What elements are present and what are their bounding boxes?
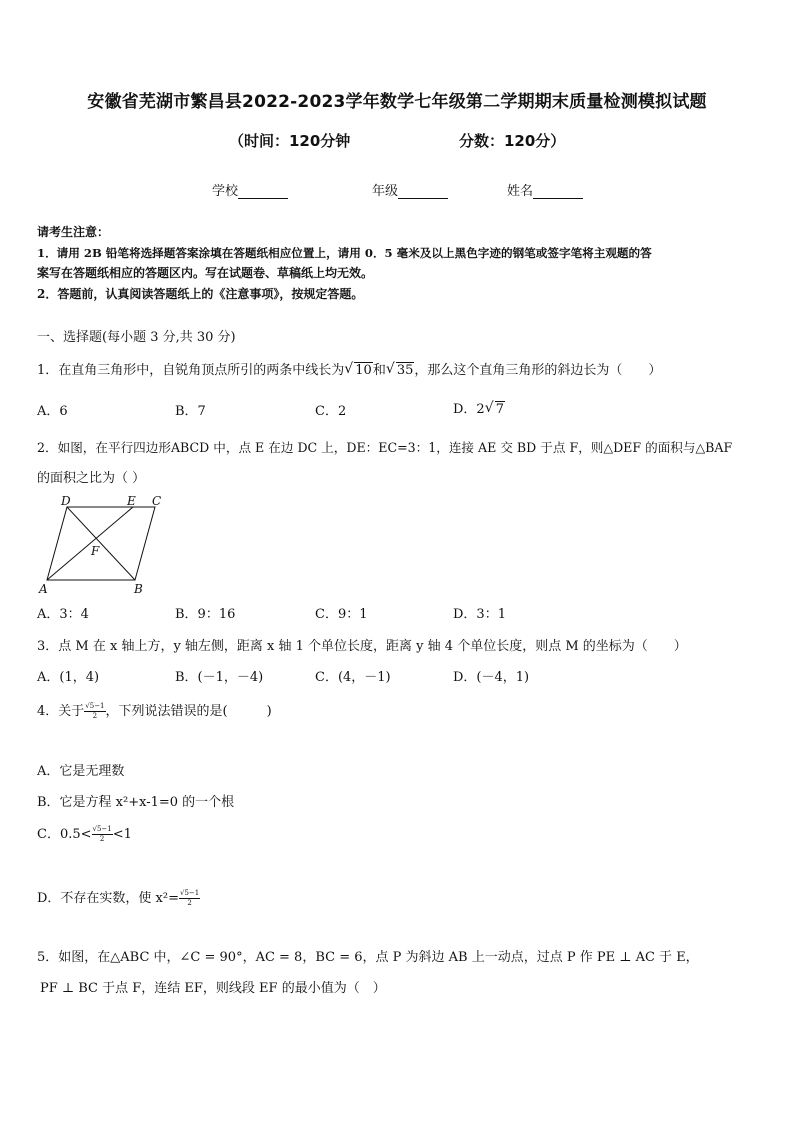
section-heading: 一、选择题(每小题 3 分,共 30 分) [37, 330, 236, 345]
label-b: B [134, 582, 143, 596]
q2-option-d[interactable]: D．3：1 [453, 607, 506, 622]
label-d: D [61, 494, 71, 508]
q3-option-d[interactable]: D．(－4，1) [453, 670, 530, 685]
school-field[interactable] [212, 180, 288, 199]
label-a: A [39, 582, 48, 596]
sqrt-35: √ 35 [385, 361, 414, 378]
q1-option-b[interactable]: B．7 [175, 404, 206, 419]
sqrt-10: √ 10 [344, 361, 372, 378]
grade-field[interactable] [372, 180, 448, 199]
label-e: E [127, 494, 136, 508]
school-label: 学校 [212, 184, 239, 199]
label-c: C [152, 494, 162, 508]
fraction-sqrt5-minus1-over2: $\frac{√5-1}{2}$ [92, 825, 112, 843]
school-blank[interactable] [238, 185, 288, 199]
question-1: 1．在直角三角形中，自锐角顶点所引的两条中线长为 √ 10和 √ 35，那么这个直角三角形的斜边长为（ ） [37, 361, 662, 378]
notice-heading: 请考生注意： [37, 225, 110, 239]
q3-option-a[interactable]: A．(1，4) [37, 670, 100, 685]
grade-blank[interactable] [398, 185, 448, 199]
q1-option-a[interactable]: A．6 [37, 404, 68, 419]
q1-option-c[interactable]: C．2 [315, 404, 347, 419]
q2-option-a[interactable]: A．3：4 [37, 607, 89, 622]
notice-line-1b: 案写在答题纸相应的答题区内。写在试题卷、草稿纸上均无效。 [37, 266, 374, 280]
name-field[interactable] [507, 180, 583, 199]
q4-option-b[interactable]: B．它是方程 x²+x-1=0 的一个根 [37, 795, 235, 810]
exam-time: （时间：120分钟 [229, 132, 351, 150]
exam-score: 分数：120分） [459, 132, 566, 150]
q2-option-c[interactable]: C．9：1 [315, 607, 368, 622]
notice-line-2: 2．答题前，认真阅读答题纸上的《注意事项》，按规定答题。 [37, 287, 364, 301]
notice-line-1a: 1．请用 2B 铅笔将选择题答案涂填在答题纸相应位置上，请用 0．5 毫米及以上黑色字迹的钢笔或签字笔将主观题的答 [37, 246, 652, 260]
parallelogram-figure [35, 492, 165, 597]
q4-option-a[interactable]: A．它是无理数 [37, 764, 125, 779]
question-5-line1: 5．如图，在△ABC 中，∠C = 90°，AC = 8，BC = 6，点 P 为斜边 AB 上一动点，过点 P 作 PE ⊥ AC 于 E， [37, 950, 699, 965]
q4-option-c[interactable]: C．0.5< $\frac{√5-1}{2}$ <1 [37, 825, 132, 843]
question-2-line2: 的面积之比为（ ） [37, 471, 146, 486]
question-4: 4．关于 $\frac{√5-1}{2}$ ，下列说法错误的是( ) [37, 702, 272, 720]
question-2-line1: 2．如图，在平行四边形ABCD 中，点 E 在边 DC 上，DE：EC=3：1，连接 AE 交 BD 于点 F，则△DEF 的面积与△BAF [37, 440, 733, 455]
name-blank[interactable] [533, 185, 583, 199]
name-label: 姓名 [507, 184, 534, 199]
question-3: 3．点 M 在 x 轴上方，y 轴左侧，距离 x 轴 1 个单位长度，距离 y 轴 4 个单位长度，则点 M 的坐标为（ ） [37, 639, 687, 654]
fraction-sqrt5-minus1-over2: $\frac{√5-1}{2}$ [85, 702, 105, 720]
sqrt-7: √ 7 [484, 400, 504, 417]
q3-option-c[interactable]: C．(4，－1) [315, 670, 391, 685]
q1-option-d[interactable]: D．2 √ 7 [453, 400, 504, 417]
grade-label: 年级 [372, 184, 399, 199]
label-f: F [91, 544, 100, 558]
question-5-line2: PF ⊥ BC 于点 F，连结 EF，则线段 EF 的最小值为（ ） [40, 981, 386, 996]
fraction-sqrt5-minus1-over2: $\frac{√5-1}{2}$ [180, 889, 200, 907]
q2-option-b[interactable]: B．9：16 [175, 607, 236, 622]
q4-option-d[interactable]: D．不存在实数，使 x²= $\frac{√5-1}{2}$ [37, 889, 200, 907]
q3-option-b[interactable]: B．(－1，－4) [175, 670, 264, 685]
exam-title: 安徽省芜湖市繁昌县2022-2023学年数学七年级第二学期期末质量检测模拟试题 [87, 92, 707, 112]
